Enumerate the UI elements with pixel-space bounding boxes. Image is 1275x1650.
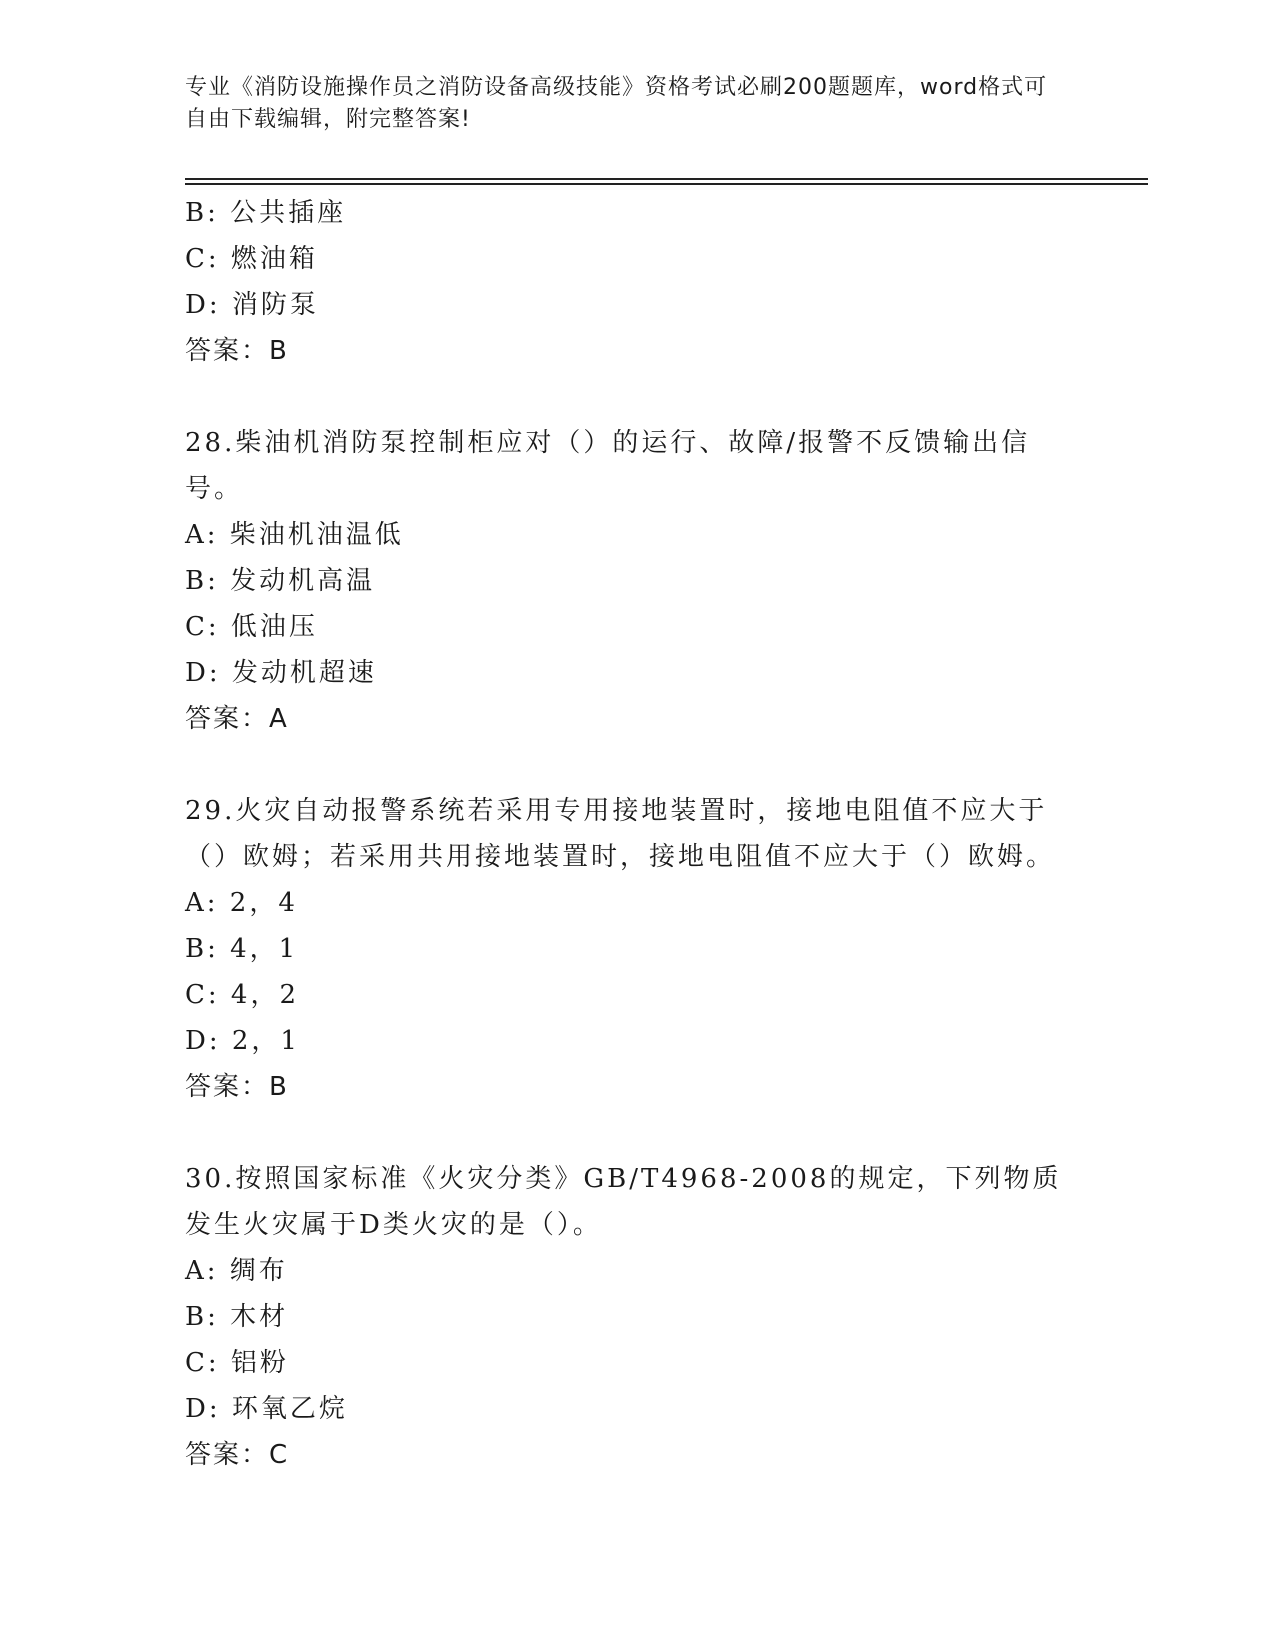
answer-line: 答案：A [185,704,289,734]
question-stem: 29.火灾自动报警系统若采用专用接地装置时，接地电阻值不应大于（）欧姆；若采用共用接地装置时，接地电阻值不应大于（）欧姆。 [185,796,1056,872]
question-30 [185,1156,1085,1478]
header-divider-bottom [185,183,1148,185]
question-stem: 30.按照国家标准《火灾分类》GB/T4968-2008的规定，下列物质发生火灾属于D类火灾的是（）。 [185,1164,1062,1240]
option-a: A: 柴油机油温低 [185,520,404,550]
option-b: B: 4，1 [185,934,299,964]
option-b: B: 木材 [185,1302,289,1332]
option-d: D: 环氧乙烷 [185,1394,348,1424]
option-a: A: 绸布 [185,1256,288,1286]
option-d: D: 消防泵 [185,290,319,320]
question-29 [185,788,1085,1110]
question-28 [185,420,1085,742]
answer-line: 答案：B [185,1072,289,1102]
option-c: C: 燃油箱 [185,244,318,274]
answer-line: 答案：B [185,336,289,366]
option-c: C: 低油压 [185,612,318,642]
option-a: A: 2，4 [185,888,298,918]
option-b: B: 公共插座 [185,198,347,228]
option-b: B: 发动机高温 [185,566,376,596]
option-c: C: 4，2 [185,980,300,1010]
option-d: D: 发动机超速 [185,658,377,688]
question-list [185,190,1085,1478]
header-divider-top [185,178,1148,180]
question-stem: 28.柴油机消防泵控制柜应对（）的运行、故障/报警不反馈输出信号。 [185,428,1031,504]
option-d: D: 2，1 [185,1026,300,1056]
previous-question-tail [185,190,1085,374]
answer-line: 答案：C [185,1440,290,1470]
document-header: 专业《消防设施操作员之消防设备高级技能》资格考试必刷200题题库，word格式可自由下载编辑，附完整答案! [185,75,1048,132]
option-c: C: 铝粉 [185,1348,289,1378]
